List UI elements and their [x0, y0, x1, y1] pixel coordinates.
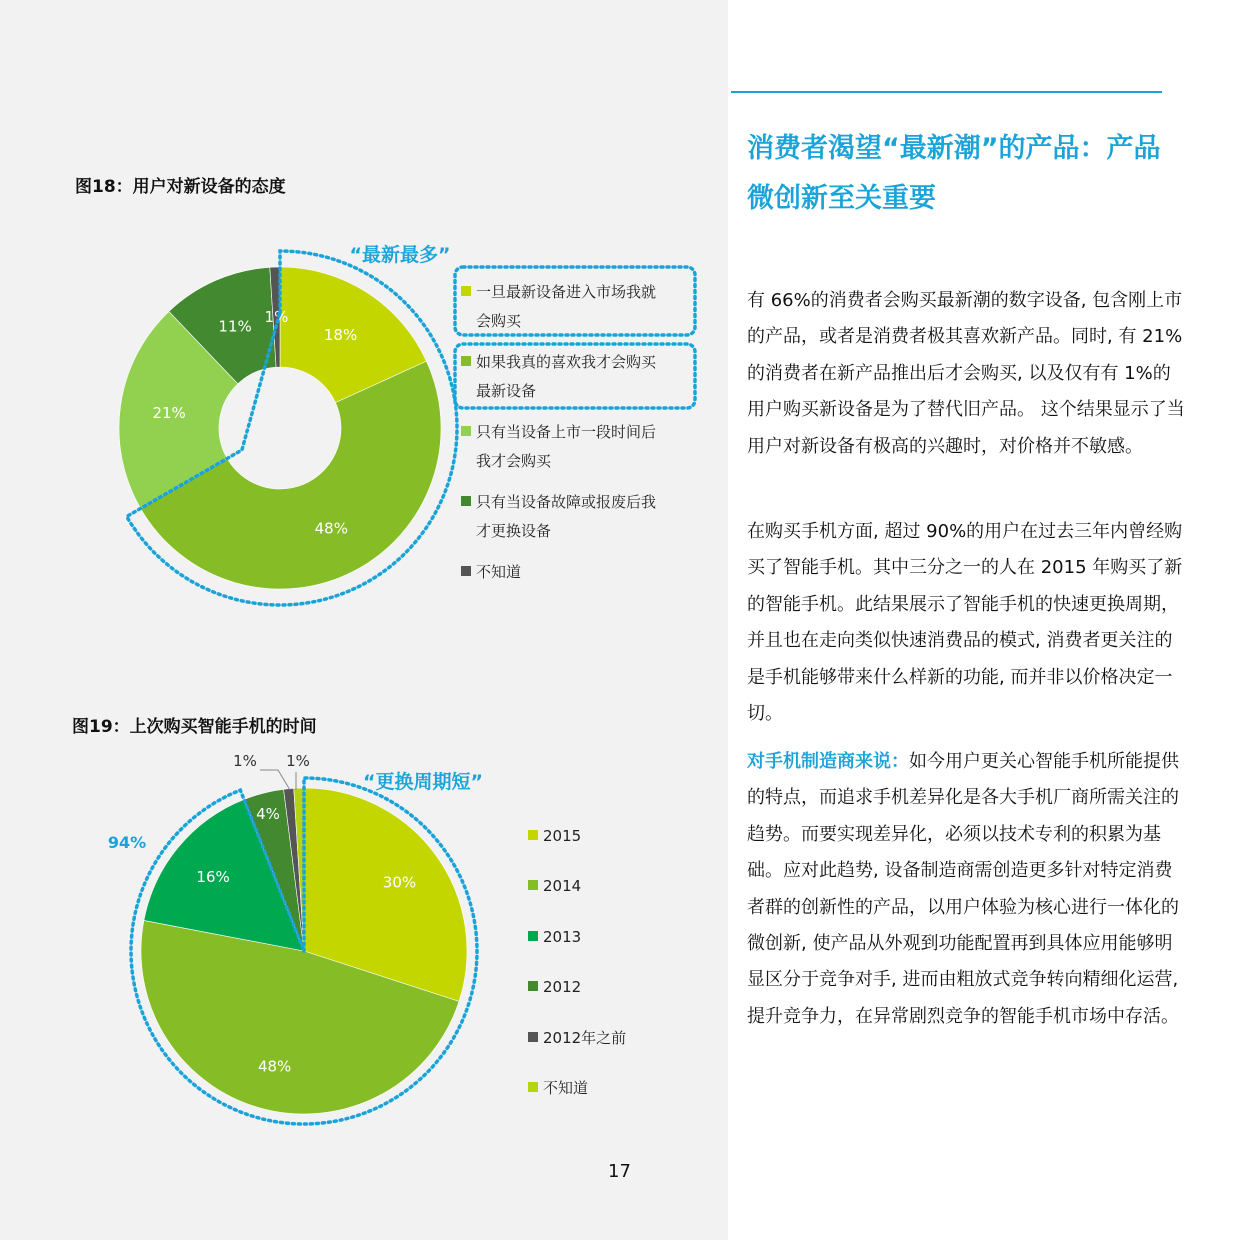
legend-swatch-0-1	[461, 356, 471, 366]
legend-swatch-1-4	[528, 1032, 538, 1042]
legend-label-0-2-1: 我才会购买	[476, 452, 552, 470]
figure-19-title: 图19：上次购买智能手机的时间	[72, 717, 317, 737]
legend-item-0-2	[461, 418, 656, 476]
chart1-value-label-5: 1%	[286, 752, 310, 770]
legend-item-1-2	[528, 923, 581, 952]
legend-swatch-1-3	[528, 981, 538, 991]
legend-swatch-0-3	[461, 496, 471, 506]
leader-line-2012-before	[260, 770, 290, 790]
legend-label-1-0-0: 2015	[543, 827, 582, 845]
legend-label-1-5-0: 不知道	[543, 1079, 589, 1097]
callout-newest-most: “最新最多”	[349, 244, 451, 266]
legend-item-1-5	[528, 1074, 588, 1103]
callout-short-cycle: “更换周期短”	[363, 771, 483, 793]
legend-swatch-1-1	[528, 880, 538, 890]
chart0-value-label-1: 48%	[314, 519, 348, 538]
article-headline: 消费者渴望“最新潮”的产品：产品微创新至关重要	[747, 133, 1161, 214]
chart0-value-label-0: 18%	[323, 325, 358, 344]
figure-18-title: 图18：用户对新设备的态度	[75, 177, 286, 197]
legend-swatch-0-2	[461, 426, 471, 436]
callout-94-percent: 94%	[107, 833, 147, 852]
chart1-value-label-1: 48%	[257, 1057, 292, 1076]
legend-label-1-3-0: 2012	[543, 978, 582, 997]
article-paragraph-1: 有 66%的消费者会购买最新潮的数字设备, 包含刚上市的产品，或者是消费者极其喜欢新产品。同时, 有 21%的消费者在新产品推出后才会购买, 以及仅有有 1%的用户购买新设备是为了替代旧产品。 这个结果显示了当用户对新设备有极高的兴趣时，对价格并不敏感。	[747, 290, 1185, 457]
legend-label-0-3-0: 只有当设备故障或报废后我	[476, 493, 657, 511]
chart0-value-label-2: 21%	[152, 404, 186, 423]
paragraph-3-body: 如今用户更关心智能手机所能提供的特点，而追求手机差异化是各大手机厂商所需关注的趋势。而要实现差异化，必须以技术专利的积累为基础。应对此趋势, 设备制造商需创造更多针对特定消费者群的创新性的产品，以用户体验为核心进行一体化的微创新, 使产品从外观到功能配置再到具体应用能够明显区分于竞争对手, 进而由粗放式竞争转向精细化运营, 提升竞争力，在异常剧烈竞争的智能手机市场中存活。	[747, 751, 1179, 1027]
legend-swatch-1-5	[528, 1082, 538, 1092]
header-rule	[731, 91, 1162, 93]
legend-item-0-1	[461, 348, 656, 406]
legend-item-0-4	[461, 558, 521, 587]
chart0-value-label-3: 11%	[218, 317, 252, 336]
legend-label-0-1-1: 最新设备	[476, 382, 537, 400]
article-paragraph-3	[747, 744, 1187, 1035]
chart1-value-label-3: 4%	[256, 805, 280, 823]
legend-swatch-1-2	[528, 931, 538, 941]
chart1-value-label-2: 16%	[196, 867, 230, 886]
chart1-value-label-0: 30%	[382, 873, 417, 892]
legend-label-0-1-0: 如果我真的喜欢我才会购买	[476, 353, 657, 371]
chart0-value-label-4: 1%	[264, 308, 289, 327]
legend-label-1-4-0: 2012年之前	[543, 1028, 627, 1047]
legend-label-0-3-1: 才更换设备	[476, 522, 552, 540]
legend-item-1-1	[528, 872, 581, 901]
page-number: 17	[608, 1161, 631, 1182]
legend-item-1-4	[528, 1024, 626, 1053]
legend-item-0-0	[461, 278, 656, 336]
legend-swatch-0-4	[461, 566, 471, 576]
legend-item-0-3	[461, 488, 656, 546]
legend-item-1-0	[528, 822, 581, 851]
legend-label-1-1-0: 2014	[543, 877, 582, 896]
legend-swatch-0-0	[461, 286, 471, 296]
legend-label-0-2-0: 只有当设备上市一段时间后	[476, 423, 657, 441]
legend-label-0-0-1: 会购买	[476, 312, 522, 330]
paragraph-3-lead: 对手机制造商来说：	[747, 751, 909, 772]
legend-item-1-3	[528, 973, 581, 1002]
legend-label-0-4-0: 不知道	[476, 563, 522, 581]
legend-label-0-0-0: 一旦最新设备进入市场我就	[476, 283, 657, 301]
legend-label-1-2-0: 2013	[543, 927, 582, 946]
legend-swatch-1-0	[528, 830, 538, 840]
chart1-value-label-4: 1%	[233, 752, 257, 770]
article-paragraph-2: 在购买手机方面, 超过 90%的用户在过去三年内曾经购买了智能手机。其中三分之一的人在 2015 年购买了新的智能手机。此结果展示了智能手机的快速更换周期，并且也在走向类似快速消费品的模式, 消费者更关注的是手机能够带来什么样新的功能, 而并非以价格决定一切。	[747, 521, 1183, 725]
